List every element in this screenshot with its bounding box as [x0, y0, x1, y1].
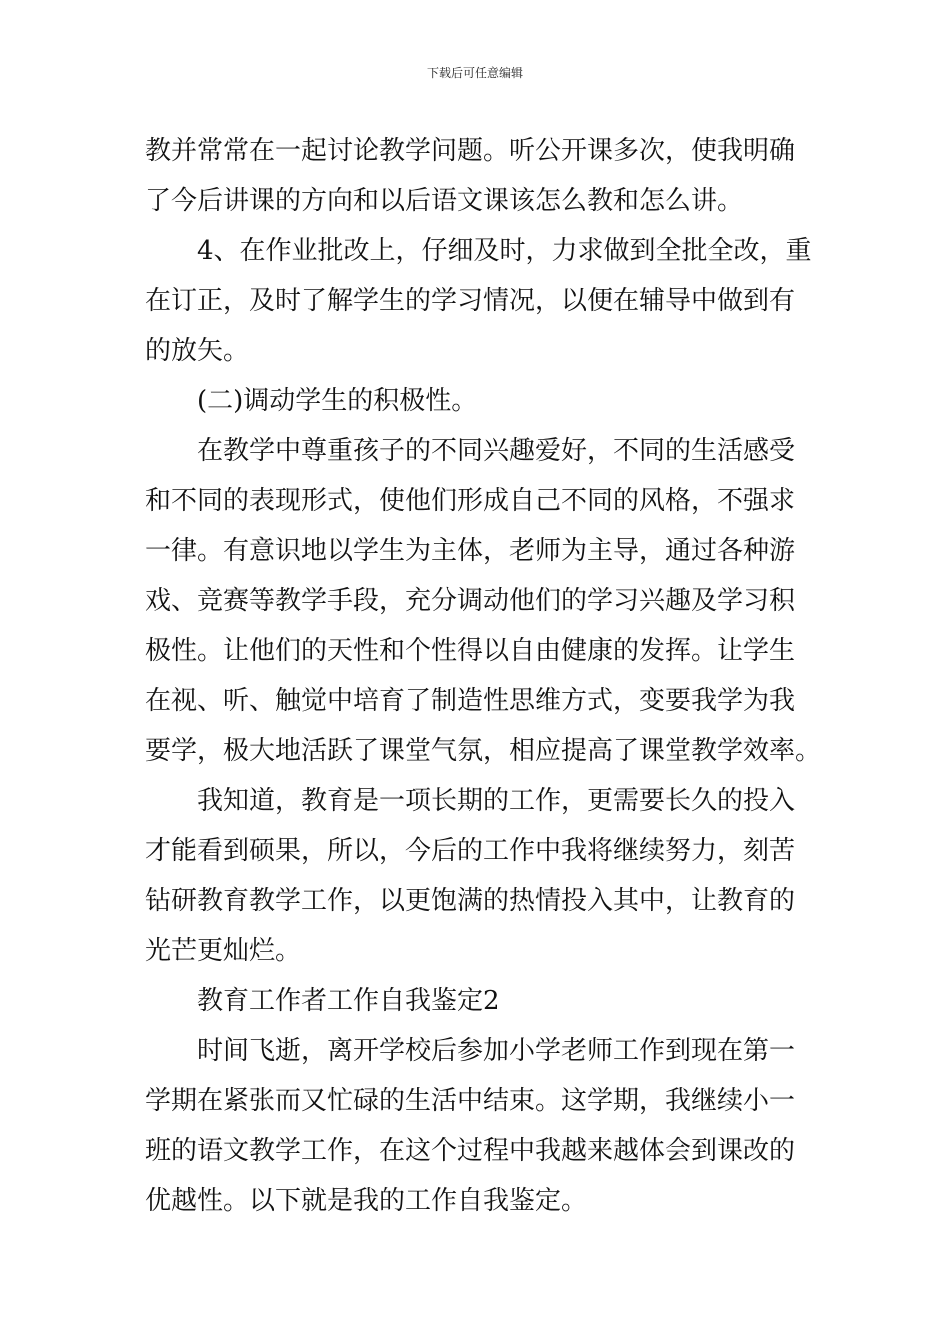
text-line: 才能看到硕果，所以，今后的工作中我将继续努力，刻苦: [145, 836, 796, 866]
text-line: 光芒更灿烂。: [145, 936, 302, 966]
text-line: 一律。有意识地以学生为主体，老师为主导，通过各种游: [145, 536, 796, 566]
document-body: [145, 126, 822, 1226]
document-title: 教育工作者工作自我鉴定2: [197, 986, 500, 1016]
text-line: 学期在紧张而又忙碌的生活中结束。这学期，我继续小一: [145, 1086, 796, 1116]
text-line: 的放矢。: [145, 336, 250, 366]
text-line: 教并常常在一起讨论教学问题。听公开课多次，使我明确: [145, 136, 796, 166]
text-line: 优越性。以下就是我的工作自我鉴定。: [145, 1186, 588, 1216]
page-header: 下载后可任意编辑: [426, 66, 523, 80]
text-line: 在教学中尊重孩子的不同兴趣爱好，不同的生活感受: [197, 436, 796, 466]
text-line: 极性。让他们的天性和个性得以自由健康的发挥。让学生: [145, 636, 796, 666]
text-line: 戏、竞赛等教学手段，充分调动他们的学习兴趣及学习积: [145, 586, 796, 616]
text-line: 在订正，及时了解学生的学习情况，以便在辅导中做到有: [145, 286, 796, 316]
text-line: 班的语文教学工作，在这个过程中我越来越体会到课改的: [145, 1136, 796, 1166]
text-line: 在视、听、触觉中培育了制造性思维方式，变要我学为我: [145, 686, 796, 716]
text-line: 钻研教育教学工作，以更饱满的热情投入其中，让教育的: [145, 886, 796, 916]
text-line: 4、在作业批改上，仔细及时，力求做到全批全改，重: [197, 236, 812, 266]
text-line: 了今后讲课的方向和以后语文课该怎么教和怎么讲。: [145, 186, 744, 216]
text-line: 和不同的表现形式，使他们形成自己不同的风格，不强求: [145, 486, 796, 516]
text-line: 我知道，教育是一项长期的工作，更需要长久的投入: [197, 786, 796, 816]
text-line: 时间飞逝，离开学校后参加小学老师工作到现在第一: [197, 1036, 796, 1066]
text-line: 要学，极大地活跃了课堂气氛，相应提高了课堂教学效率。: [145, 736, 822, 766]
section-heading: (二)调动学生的积极性。: [197, 386, 478, 416]
